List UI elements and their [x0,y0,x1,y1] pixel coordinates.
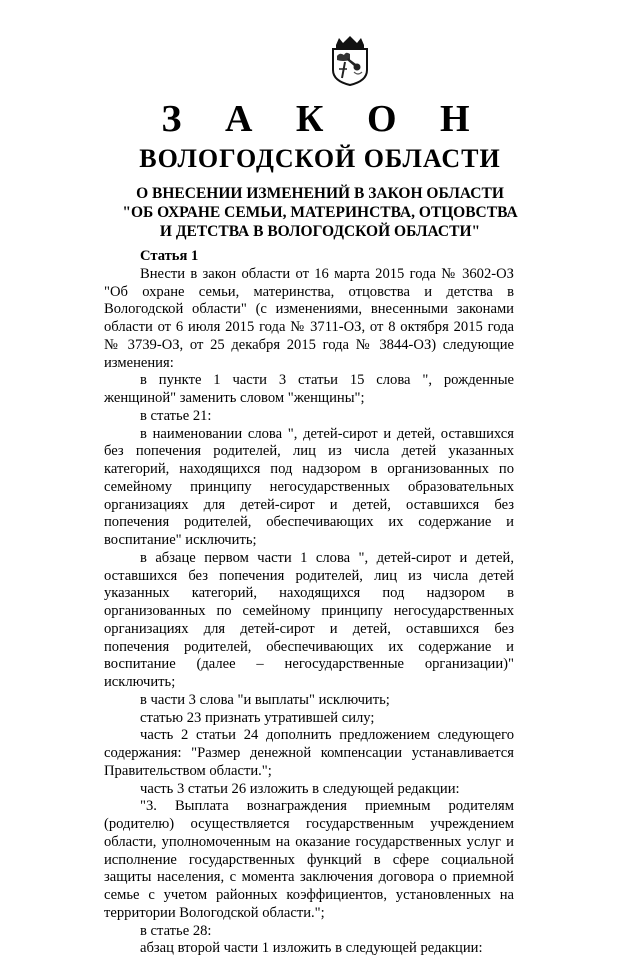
paragraph: часть 3 статьи 26 изложить в следующей редакции: [140,780,460,797]
paragraph: часть 2 статьи 24 дополнить предложением следующего содержания: "Размер денежной компенсации устанавливается Правительством области."; [104,727,514,779]
paragraph: в части 3 слова "и выплаты" исключить; [140,691,390,708]
coat-of-arms-icon [328,36,372,86]
paragraph: в пункте 1 части 3 статьи 15 слова ", рожденные женщиной" заменить словом "женщины"; [104,372,514,406]
paragraph: Внести в закон области от 16 марта 2015 года № 3602-ОЗ "Об охране семьи, материнства, отцовства и детства в Вологодской области" (с изменениями, внесенными законами области от 6 июля 2015 года № 3711-ОЗ, от 8 октября 2015 года № 3739-ОЗ, от 25 декабря 2015 года № 3844-ОЗ) следующие изменения: [104,265,514,371]
paragraph: "3. Выплата вознаграждения приемным родителям (родителю) осуществляется государственным учреждением области, уполномоченным на оказание государственных услуг и исполнение государственных функций в сфере социальной защиты населения, с момента заключения договора о приемной семье с учетом районных коэффициентов, установленных на территории Вологодской области."; [104,798,514,921]
paragraph: в абзаце первом части 1 слова ", детей-сирот и детей, оставшихся без попечения родителей, лиц из числа детей указанных категорий, находящихся под надзором в организованных по семейному принципу негосударственных организациях для детей-сирот и детей, оставшихся без попечения родителей, обеспечивающих их содержание и воспитание (далее – негосударственные организации)" исключить; [104,549,514,690]
law-title: З А К О Н [161,98,487,140]
paragraph: в наименовании слова ", детей-сирот и детей, оставшихся без попечения родителей, лиц из числа детей указанных категорий, находящихся под надзором в организованных по семейному принципу негосударственных образовательных организациях для детей-сирот и детей, оставшихся без попечения родителей, обеспечивающих их содержание и воспитание" исключить; [104,425,514,548]
paragraph: в статье 28: [140,922,212,939]
paragraph: статью 23 признать утратившей силу; [140,709,375,726]
subtitle-line: О ВНЕСЕНИИ ИЗМЕНЕНИЙ В ЗАКОН ОБЛАСТИ [136,185,504,202]
subtitle-line: "ОБ ОХРАНЕ СЕМЬИ, МАТЕРИНСТВА, ОТЦОВСТВА [122,204,518,221]
law-body [104,248,514,958]
paragraph: в статье 21: [140,407,212,424]
article-heading: Статья 1 [140,248,199,264]
paragraph: абзац второй части 1 изложить в следующей редакции: [140,940,483,957]
subtitle-line: И ДЕТСТВА В ВОЛОГОДСКОЙ ОБЛАСТИ" [159,223,481,240]
region-title: ВОЛОГОДСКОЙ ОБЛАСТИ [139,144,501,173]
law-subtitle [0,184,640,241]
